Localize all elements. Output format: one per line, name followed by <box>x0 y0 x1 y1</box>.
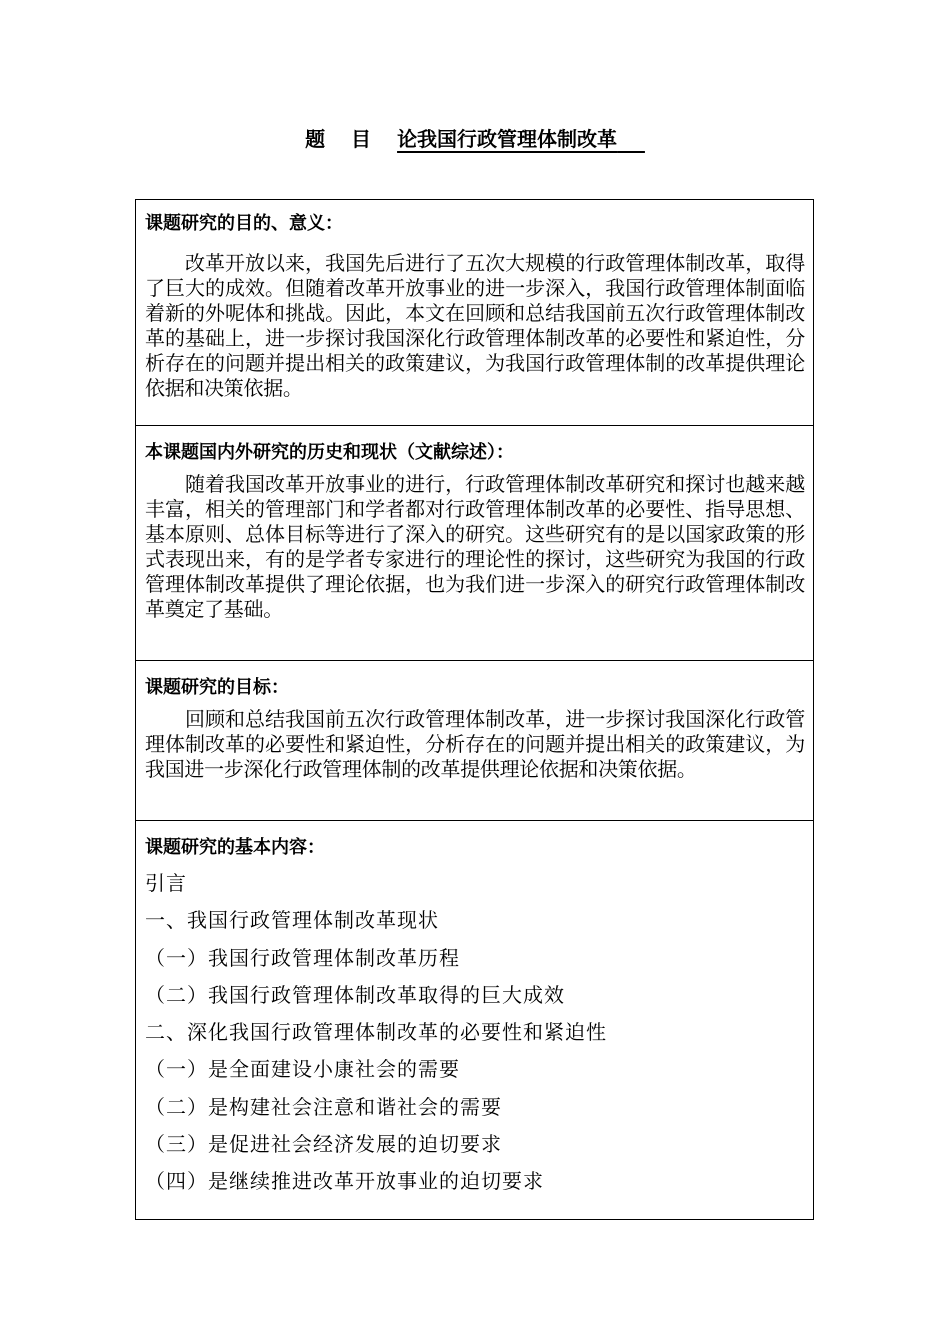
section-body: 改革开放以来，我国先后进行了五次大规模的行政管理体制改革，取得了巨大的成效。但随着改革开放事业的进一步深入，我国行政管理体制面临着新的外呢体和挑战。因此，本文在回顾和总结我国前五次行政管理体制改革的基础上，进一步探讨我国深化行政管理体制改革的必要性和紧迫性，分析存在的问题并提出相关的政策建议，为我国行政管理体制的改革提供理论依据和决策依据。 <box>145 251 805 400</box>
content-outline <box>145 865 805 1201</box>
section-content <box>136 821 813 1219</box>
outline-item: （三）是促进社会经济发展的迫切要求 <box>145 1132 502 1157</box>
outline-item: （四）是继续推进改革开放事业的迫切要求 <box>145 1169 544 1194</box>
outline-item: 一、我国行政管理体制改革现状 <box>145 908 439 933</box>
document-title <box>0 123 950 155</box>
section-heading: 课题研究的目标： <box>145 677 289 698</box>
section-heading: 课题研究的基本内容： <box>145 837 325 858</box>
section-heading: 课题研究的目的、意义： <box>145 213 343 234</box>
outline-item: 二、深化我国行政管理体制改革的必要性和紧迫性 <box>145 1020 607 1045</box>
section-goals <box>136 661 813 821</box>
title-label: 题目 <box>305 127 398 151</box>
proposal-form <box>135 199 814 1220</box>
outline-item: （一）是全面建设小康社会的需要 <box>145 1057 460 1082</box>
section-body: 回顾和总结我国前五次行政管理体制改革，进一步探讨我国深化行政管理体制改革的必要性和紧迫性，分析存在的问题并提出相关的政策建议，为我国进一步深化行政管理体制的改革提供理论依据和决策依据。 <box>145 707 805 781</box>
section-purpose <box>136 200 813 426</box>
title-value: 论我国行政管理体制改革 <box>397 127 618 151</box>
outline-item: 引言 <box>145 871 187 895</box>
section-heading: 本课题国内外研究的历史和现状（文献综述）： <box>145 442 514 463</box>
outline-item: （二）是构建社会注意和谐社会的需要 <box>145 1094 502 1119</box>
outline-item: （二）我国行政管理体制改革取得的巨大成效 <box>145 982 565 1007</box>
section-body: 随着我国改革开放事业的进行，行政管理体制改革研究和探讨也越来越丰富，相关的管理部门和学者都对行政管理体制改革的必要性、指导思想、基本原则、总体目标等进行了深入的研究。这些研究有的是以国家政策的形式表现出来，有的是学者专家进行的理论性的探讨，这些研究为我国的行政管理体制改革提供了理论依据，也为我们进一步深入的研究行政管理体制改革奠定了基础。 <box>145 472 805 621</box>
section-literature-review <box>136 426 813 661</box>
outline-item: （一）我国行政管理体制改革历程 <box>145 945 460 970</box>
